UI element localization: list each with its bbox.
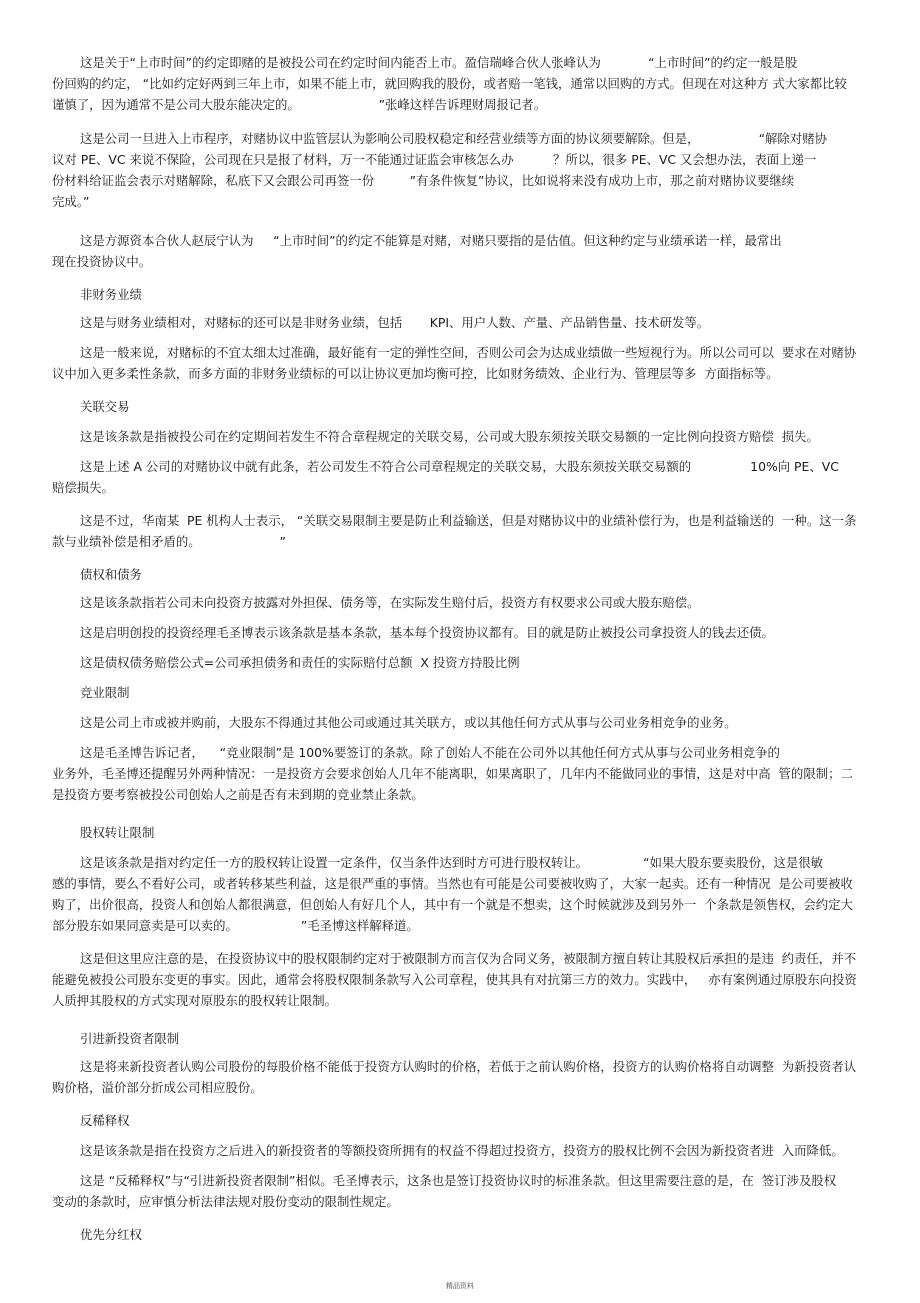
text-line: 这是债权债务赔偿公式=公司承担债务和责任的实际赔付总额 X 投资方持股比例 [80,655,520,670]
text-line: 这是 “反稀释权”与“引进新投资者限制”相似。毛圣博表示，这条也是签订投资协议时的标准条款。但这里需要注意的是，在 签订涉及股权 [80,1173,837,1188]
text-line: 议中加入更多柔性条款，而多方面的非财务业绩标的可以让协议更加均衡可控，比如财务绩效、企业行为、管理层等多 方面指标等。 [52,366,779,381]
text-line: 变动的条款时，应审慎分析法律法规对股份变动的限制性规定。 [52,1194,399,1209]
text-line: 这是该条款是指对约定任一方的股权转让设置一定条件，仅当条件达到时方可进行股权转让。 “如果大股东要卖股份，这是很敏 [80,855,824,870]
text-line: 这是公司一旦进入上市程序，对赌协议中监管层认为影响公司股权稳定和经营业绩等方面的协议须要解除。但是， “解除对赌协 [80,131,827,146]
text-line: 这是该条款指若公司未向投资方披露对外担保、债务等，在实际发生赔付后，投资方有权要求公司或大股东赔偿。 [80,595,700,610]
text-line: 这是公司上市或被并购前，大股东不得通过其他公司或通过其关联方，或以其他任何方式从事与公司业务相竞争的业务。 [80,715,737,730]
text-line: 这是但这里应注意的是，在投资协议中的股权限制约定对于被限制方而言仅为合同义务，被限制方擅自转让其股权后承担的是违 约责任，并不 [80,951,857,966]
text-line: 完成。” [52,194,90,209]
text-line: 这是不过，华南某 PE 机构人士表示， “关联交易限制主要是防止利益输送，但是对赌协议中的业绩补偿行为，也是利益输送的 一种。这一条 [80,513,857,528]
text-line: 能避免被投公司股东变更的事实。因此，通常会将股权限制条款写入公司章程，使其具有对抗第三方的效力。实践中， 亦有案例通过原股东向投资 [52,972,857,987]
text-line: 议对 PE、VC 来说不保险，公司现在只是报了材料，万一不能通过证监会审核怎么办 ？所以，很多 PE、VC 又会想办法，表面上递一 [52,152,817,167]
text-line: 这是毛圣博告诉记者， “竞业限制”是 100%要签订的条款。除了创始人不能在公司外以其他任何方式从事与公司业务相竞争的 [80,745,780,760]
text-line: 谨慎了，因为通常不是公司大股东能决定的。 ”张峰这样告诉理财周报记者。 [52,97,547,112]
text-line: 份材料给证监会表示对赌解除，私底下又会跟公司再签一份 ”有条件恢复”协议，比如说将来没有成功上市，那之前对赌协议要继续 [52,173,795,188]
text-line: 优先分红权 [80,1227,142,1242]
text-line: 人质押其股权的方式实现对原股东的股权转让限制。 [52,993,337,1008]
text-line: 这是方源资本合伙人赵辰宁认为 “上市时间”的约定不能算是对赌，对赌只要指的是估值。但这种约定与业绩承诺一样，最常出 [80,233,782,248]
text-line: 这是上述 A 公司的对赌协议中就有此条，若公司发生不符合公司章程规定的关联交易，大股东须按关联交易额的 10%向 PE、VC [80,459,839,474]
text-line: 赔偿损失。 [52,480,114,495]
text-line: 竞业限制 [80,685,130,700]
text-line: 这是该条款是指在投资方之后进入的新投资者的等额投资所拥有的权益不得超过投资方，投资方的股权比例不会因为新投资者进 入而降低。 [80,1143,844,1158]
text-line: 这是该条款是指被投公司在约定期间若发生不符合章程规定的关联交易，公司或大股东须按关联交易额的一定比例向投资方赔偿 损失。 [80,429,819,444]
text-line: 感的事情，要么不看好公司，或者转移某些利益，这是很严重的事情。当然也有可能是公司要被收购了，大家一起卖。还有一种情况 是公司要被收 [52,876,853,891]
text-line: 反稀释权 [80,1113,130,1128]
text-line: 关联交易 [80,399,130,414]
text-line: 这是一般来说，对赌标的不宜太细太过准确，最好能有一定的弹性空间，否则公司会为达成业绩做一些短视行为。所以公司可以 要求在对赌协 [80,345,857,360]
text-line: 款与业绩补偿是相矛盾的。 ” [52,534,286,549]
text-line: 是投资方要考察被投公司创始人之前是否有未到期的竞业禁止条款。 [52,787,424,802]
text-line: 这是启明创投的投资经理毛圣博表示该条款是基本条款，基本每个投资协议都有。目的就是防止被投公司拿投资人的钱去还债。 [80,625,774,640]
text-line: 现在投资协议中。 [52,254,152,269]
text-line: 这是将来新投资者认购公司股份的每股价格不能低于投资方认购时的价格，若低于之前认购价格，投资方的认购价格将自动调整 为新投资者认 [80,1059,857,1074]
text-line: 这是关于“上市时间”的约定即赌的是被投公司在约定时间内能否上市。盈信瑞峰合伙人张峰认为 “上市时间”的约定一般是股 [80,55,798,70]
text-line: 业务外，毛圣博还提醒另外两种情况：一是投资方会要求创始人几年不能离职，如果离职了，几年内不能做同业的事情，这是对中高 管的限制；二 [52,766,853,781]
text-line: 购了，出价很高，投资人和创始人都很满意，但创始人有好几个人，其中有一个就是不想卖，这个时候就涉及到另外一 个条款是领售权，会约定大 [52,897,853,912]
text-line: 非财务业绩 [80,287,142,302]
text-line: 引进新投资者限制 [80,1031,180,1046]
text-line: 这是与财务业绩相对，对赌标的还可以是非财务业绩，包括 KPI、用户人数、产量、产品销售量、技术研发等。 [80,315,710,330]
text-line: 债权和债务 [80,567,142,582]
page-footer: 精品资料 [446,1282,474,1290]
text-line: 份回购的约定， “比如约定好两到三年上市，如果不能上市，就回购我的股份，或者赔一笔钱，通常以回购的方式。但现在对这种方 式大家都比较 [52,76,847,91]
text-line: 股权转让限制 [80,825,155,840]
text-line: 购价格，溢价部分折成公司相应股份。 [52,1080,263,1095]
text-line: 部分股东如果同意卖是可以卖的。 ”毛圣博这样解释道。 [52,918,419,933]
